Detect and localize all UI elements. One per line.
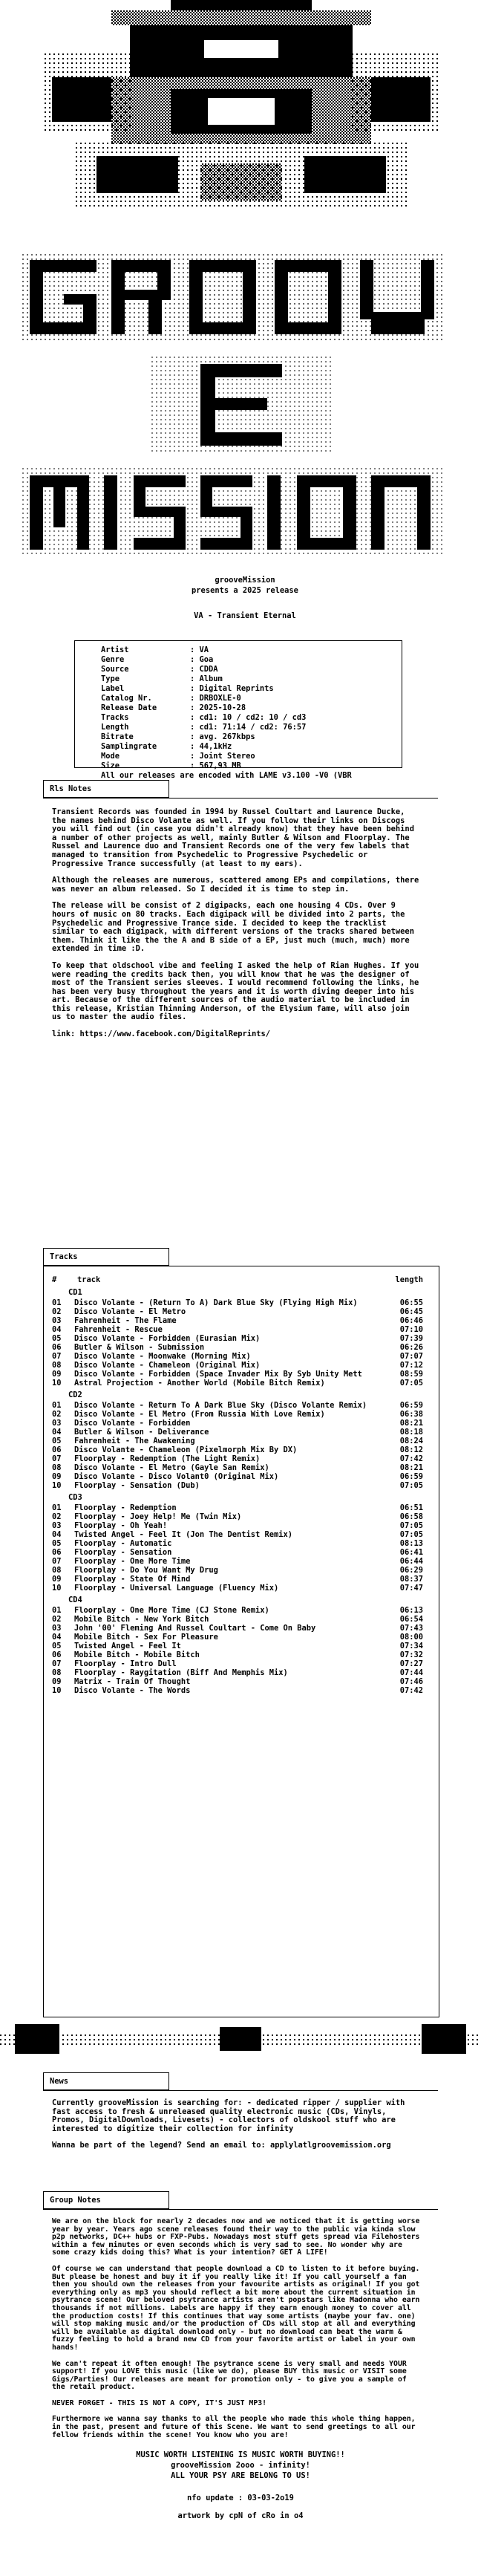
group-paragraph: Furthermore we wanna say thanks to all the people who made this whole thing happen, in the past, present and future of this Scene. We want to send greetings to all our fellow friends within the scene! You know who you are!: [52, 2415, 416, 2439]
track-title: Floorplay - Joey Help! Me (Twin Mix): [74, 1512, 242, 1521]
spec-value: : 567,93 MB: [190, 761, 241, 770]
news-body: [52, 2099, 423, 2159]
track-title: Floorplay - Raygitation (Biff And Memphis Mix): [74, 1668, 288, 1677]
cd-heading: CD1: [68, 1288, 82, 1297]
track-row: [52, 1584, 423, 1593]
track-number: 01: [52, 1298, 62, 1307]
track-length: 07:34: [399, 1642, 423, 1650]
tracklist-header: [52, 1276, 423, 1286]
track-title: Disco Volante - El Metro (From Russia With Love Remix): [74, 1410, 325, 1419]
track-length: 07:27: [399, 1659, 423, 1668]
track-row: [52, 1379, 423, 1388]
track-length: 08:37: [399, 1575, 423, 1584]
track-length: 07:05: [399, 1379, 423, 1388]
spec-row: [82, 646, 393, 656]
group-paragraph: Of course we can understand that people download a CD to listen to it before buying. But please be honest and buy it if you really like it! If you call yourself a fan then you should own the releases from your favourite artists as original! If you got everything only as mp3 you should reflect a bit more about the current situation in psytrance scene! Our beloved psytrance artists aren't popstars like Madonna who earn thousands if not millions. Labels are happy if they earn enough money to cover all the production costs! If this continues that way some artists (maybe your fav. one) will stop making music and/or the production of CDs will stop at all and everything will be available as digital download only - but no download can beat the warm & fuzzy feeling to hold a brand new CD from your favorite artist or label in your own hands!: [52, 2264, 420, 2352]
track-number: 10: [52, 1584, 62, 1593]
track-length: 06:45: [399, 1307, 423, 1316]
track-number: 04: [52, 1530, 62, 1539]
track-number: 03: [52, 1316, 62, 1325]
spec-key: Samplingrate: [101, 742, 157, 751]
track-length: 07:42: [399, 1686, 423, 1695]
spec-value: : DRBOXLE-0: [190, 694, 241, 703]
track-number: 08: [52, 1361, 62, 1370]
cd-list: [52, 1286, 423, 1696]
track-title: John '00' Fleming And Russel Coultart - Come On Baby: [74, 1624, 316, 1633]
track-number: 07: [52, 1454, 62, 1463]
track-number: 01: [52, 1401, 62, 1410]
track-title: Disco Volante - (Return To A) Dark Blue Sky (Flying High Mix): [74, 1298, 358, 1307]
track-title: Floorplay - Sensation: [74, 1548, 172, 1557]
track-number: 06: [52, 1445, 62, 1454]
track-length: 07:39: [399, 1334, 423, 1343]
track-length: 08:24: [399, 1437, 423, 1445]
track-length: 08:21: [399, 1419, 423, 1428]
spec-value: : Album: [190, 674, 223, 683]
track-length: 07:05: [399, 1530, 423, 1539]
track-title: Disco Volante - Return To A Dark Blue Sky (Disco Volante Remix): [74, 1401, 367, 1410]
tracklist: [52, 1276, 423, 1696]
track-length: 08:13: [399, 1539, 423, 1548]
track-title: Twisted Angel - Feel It (Jon The Dentist Remix): [74, 1530, 293, 1539]
track-title: Floorplay - One More Time: [74, 1557, 191, 1566]
track-title: Disco Volante - Chameleon (Original Mix): [74, 1361, 261, 1370]
track-length: 06:59: [399, 1401, 423, 1410]
track-length: 07:05: [399, 1481, 423, 1490]
track-length: 06:41: [399, 1548, 423, 1557]
track-number: 10: [52, 1481, 62, 1490]
spec-key: Artist: [101, 645, 129, 654]
track-title: Disco Volante - Forbidden (Space Invader Mix By Syb Unity Mett: [74, 1370, 362, 1379]
track-title: Fahrenheit - The Flame: [74, 1316, 177, 1325]
spec-value: : Joint Stereo: [190, 752, 255, 761]
track-number: 02: [52, 1615, 62, 1624]
track-number: 01: [52, 1503, 62, 1512]
track-number: 08: [52, 1668, 62, 1677]
cd-heading: CD2: [68, 1391, 82, 1399]
spec-key: Size: [101, 761, 120, 770]
spec-row: [82, 666, 393, 675]
spec-key: Label: [101, 684, 125, 693]
spec-key: Release Date: [101, 703, 157, 712]
presents-line: presents a 2025 release: [192, 586, 298, 595]
spec-key: Genre: [101, 655, 125, 664]
track-number: 08: [52, 1566, 62, 1575]
track-length: 07:46: [399, 1677, 423, 1686]
track-title: Disco Volante - El Metro: [74, 1307, 186, 1316]
spec-value: : cd1: 71:14 / cd2: 76:57: [190, 723, 307, 732]
track-length: 06:55: [399, 1298, 423, 1307]
group-paragraph: We can't repeat it often enough! The psytrance scene is very small and needs YOUR support! If you LOVE this music (like we do), please BUY this music or VISIT some Gigs/Parties! Our releases are meant for promotion only - to give you a sample of the retail product.: [52, 2359, 407, 2392]
track-title: Disco Volante - Disco Volant0 (Original Mix): [74, 1472, 279, 1481]
track-row: [52, 1687, 423, 1696]
track-number: 10: [52, 1379, 62, 1388]
track-title: Fahrenheit - The Awakening: [74, 1437, 195, 1445]
track-title: Mobile Bitch - Mobile Bitch: [74, 1650, 200, 1659]
track-length: 08:00: [399, 1633, 423, 1642]
group-paragraph: We are on the block for nearly 2 decades now and we noticed that it is getting worse year by year. Years ago scene releases found their way to the public via kinda slow p2p networks, DC++ hubs or FXP-Pubs. Nowadays most stuff gets spread via Filehosters within a few minutes or even seconds which is very sad to see. No wonder why are some crazy kids doing this? What is your intention? GET A LIFE!: [52, 2217, 420, 2257]
track-number: 08: [52, 1463, 62, 1472]
col-num: #: [52, 1275, 57, 1284]
track-title: Floorplay - Universal Language (Fluency Mix): [74, 1584, 279, 1593]
release-header: [111, 576, 379, 622]
nfo-update: nfo update : 03-03-2o19: [187, 2494, 294, 2502]
track-number: 05: [52, 1539, 62, 1548]
rls-paragraph: Transient Records was founded in 1994 by Russel Coultart and Laurence Ducke, the names behind Disco Volante as well. If you follow their links on Discogs you will find out (in case you didn't already know) that they have been behind a number of other projects as well, mainly Butler & Wilson and Floorplay. The Russel and Laurence duo and Transient Records one of the very few labels that managed to transition from Psychedelic to Progressive Psychedelic or Progressive Trance successfully (at least to my ears).: [52, 807, 414, 868]
track-title: Floorplay - Do You Want My Drug: [74, 1566, 218, 1575]
track-length: 06:46: [399, 1316, 423, 1325]
track-number: 01: [52, 1606, 62, 1615]
track-number: 09: [52, 1370, 62, 1379]
track-title: Disco Volante - The Words: [74, 1686, 191, 1695]
encoding-note: All our releases are encoded with LAME v3.100 -V0 (VBR: [101, 771, 352, 780]
rls-paragraph: To keep that oldschool vibe and feeling I asked the help of Rian Hughes. If you were reading the credits back then, you will know that he was the designer of most of the Transient series sleeves. I would recommend following the links, he has been very busy throughout the years and it is worth diving deeper into his art. Because of the different sources of the audio material to be included in this release, Kristian Thinning Anderson, of the Elysium fame, will also join us to master the audio files.: [52, 960, 419, 1022]
track-number: 06: [52, 1343, 62, 1352]
col-length: length: [395, 1275, 423, 1284]
track-length: 07:47: [399, 1584, 423, 1593]
group-name: grooveMission: [215, 576, 275, 585]
tracks-label: Tracks: [43, 1248, 169, 1266]
track-length: 06:38: [399, 1410, 423, 1419]
track-title: Disco Volante - Forbidden (Eurasian Mix): [74, 1334, 261, 1343]
track-number: 10: [52, 1686, 62, 1695]
spec-value: : VA: [190, 645, 209, 654]
track-title: Floorplay - Redemption (The Light Remix): [74, 1454, 261, 1463]
track-length: 06:58: [399, 1512, 423, 1521]
track-number: 05: [52, 1437, 62, 1445]
track-number: 03: [52, 1419, 62, 1428]
groove-mission-logo: [0, 0, 481, 572]
track-number: 05: [52, 1642, 62, 1650]
rls-paragraph: link: https://www.facebook.com/DigitalReprints/: [52, 1030, 271, 1039]
spec-list: [82, 646, 393, 772]
footer-slogan: ALL YOUR PSY ARE BELONG TO US!: [171, 2471, 310, 2480]
track-length: 07:44: [399, 1668, 423, 1677]
track-title: Floorplay - Oh Yeah!: [74, 1521, 168, 1530]
track-length: 06:13: [399, 1606, 423, 1615]
track-length: 07:42: [399, 1454, 423, 1463]
track-title: Floorplay - Intro Dull: [74, 1659, 177, 1668]
track-title: Matrix - Train Of Thought: [74, 1677, 191, 1686]
spec-key: Catalog Nr.: [101, 694, 152, 703]
track-length: 08:18: [399, 1428, 423, 1437]
track-row: [52, 1482, 423, 1491]
track-title: Mobile Bitch - Sex For Pleasure: [74, 1633, 218, 1642]
footer-motto: MUSIC WORTH LISTENING IS MUSIC WORTH BUYING!!: [136, 2450, 345, 2459]
track-number: 07: [52, 1352, 62, 1361]
track-number: 09: [52, 1677, 62, 1686]
track-number: 06: [52, 1548, 62, 1557]
track-number: 03: [52, 1521, 62, 1530]
track-length: 06:59: [399, 1472, 423, 1481]
group-notes-label: Group Notes: [43, 2191, 169, 2209]
track-title: Disco Volante - El Metro (Gayle San Remix): [74, 1463, 269, 1472]
group-paragraph: NEVER FORGET - THIS IS NOT A COPY, IT'S JUST MP3!: [52, 2398, 267, 2407]
spec-value: : 2025-10-28: [190, 703, 246, 712]
rls-notes-label: Rls Notes: [43, 780, 169, 798]
track-length: 07:07: [399, 1352, 423, 1361]
track-length: 06:26: [399, 1343, 423, 1352]
track-length: 06:54: [399, 1615, 423, 1624]
spec-key: Tracks: [101, 713, 129, 722]
footer-tagline: grooveMission 2ooo - infinity!: [171, 2461, 310, 2470]
spec-key: Source: [101, 665, 129, 674]
spec-key: Type: [101, 674, 120, 683]
track-length: 06:29: [399, 1566, 423, 1575]
track-number: 03: [52, 1624, 62, 1633]
track-length: 07:05: [399, 1521, 423, 1530]
track-number: 04: [52, 1633, 62, 1642]
track-length: 07:12: [399, 1361, 423, 1370]
track-length: 08:59: [399, 1370, 423, 1379]
track-title: Fahrenheit - Rescue: [74, 1325, 163, 1334]
logo-art: [0, 0, 481, 572]
track-length: 07:32: [399, 1650, 423, 1659]
news-paragraph: Wanna be part of the legend? Send an email to: applylatlgroovemission.org: [52, 2141, 391, 2150]
track-title: Disco Volante - Chameleon (Pixelmorph Mix By DX): [74, 1445, 298, 1454]
track-title: Floorplay - State Of Mind: [74, 1575, 191, 1584]
track-title: Mobile Bitch - New York Bitch: [74, 1615, 209, 1624]
artwork-credit: artwork by cpN of cRo in o4: [177, 2511, 304, 2520]
spec-value: : Digital Reprints: [190, 684, 274, 693]
track-title: Floorplay - Redemption: [74, 1503, 177, 1512]
news-label: News: [43, 2072, 169, 2090]
col-track: track: [77, 1275, 101, 1284]
rls-paragraph: Although the releases are numerous, scattered among EPs and compilations, there was never an album released. So I decided it is time to step in.: [52, 876, 419, 894]
track-number: 02: [52, 1410, 62, 1419]
track-length: 08:12: [399, 1445, 423, 1454]
spec-value: : 44,1kHz: [190, 742, 232, 751]
track-title: Floorplay - One More Time (CJ Stone Remix): [74, 1606, 269, 1615]
track-title: Disco Volante - Moonwake (Morning Mix): [74, 1352, 251, 1361]
track-number: 07: [52, 1659, 62, 1668]
track-length: 08:21: [399, 1463, 423, 1472]
track-number: 02: [52, 1512, 62, 1521]
track-number: 06: [52, 1650, 62, 1659]
spec-value: : Goa: [190, 655, 214, 664]
release-specs: [82, 646, 393, 789]
news-paragraph: Currently grooveMission is searching for: - dedicated ripper / supplier with fast access to fresh & unreleased quality electronic music (CDs, Vinyls, Promos, DigitalDownloads, Livesets) - collectors of oldskool stuff who are interested to digitize their collection for infinity: [52, 2098, 405, 2133]
footer: [43, 2451, 438, 2523]
track-title: Twisted Angel - Feel It: [74, 1642, 181, 1650]
track-title: Astral Projection - Another World (Mobile Bitch Remix): [74, 1379, 325, 1388]
track-number: 07: [52, 1557, 62, 1566]
track-number: 02: [52, 1307, 62, 1316]
spec-value: : CDDA: [190, 665, 218, 674]
track-title: Floorplay - Automatic: [74, 1539, 172, 1548]
track-title: Disco Volante - Forbidden: [74, 1419, 191, 1428]
track-title: Butler & Wilson - Deliverance: [74, 1428, 209, 1437]
group-notes-body: [52, 2218, 423, 2447]
track-title: Butler & Wilson - Submission: [74, 1343, 205, 1352]
spec-key: Length: [101, 723, 129, 732]
track-number: 05: [52, 1334, 62, 1343]
rls-notes-body: [52, 808, 423, 1047]
spec-key: Bitrate: [101, 732, 134, 741]
track-length: 06:44: [399, 1557, 423, 1566]
track-length: 07:43: [399, 1624, 423, 1633]
track-length: 06:51: [399, 1503, 423, 1512]
track-number: 04: [52, 1325, 62, 1334]
release-title: VA - Transient Eternal: [194, 611, 296, 620]
divider-ornament: [0, 2017, 481, 2061]
track-number: 09: [52, 1575, 62, 1584]
rls-paragraph: The release will be consist of 2 digipacks, each one housing 4 CDs. Over 9 hours of music on 80 tracks. Each digipack will be divided into 2 parts, the Psychedelic and Progressive Trance side. I decided to keep the tracklist similar to each digipack, with different versions of the tracks shared between them. Think it like the the A and B side of a EP, just much (much, much) more extended in time :D.: [52, 901, 414, 954]
spec-value: : cd1: 10 / cd2: 10 / cd3: [190, 713, 307, 722]
cd-heading: CD4: [68, 1596, 82, 1604]
track-number: 04: [52, 1428, 62, 1437]
track-length: 07:10: [399, 1325, 423, 1334]
track-title: Floorplay - Sensation (Dub): [74, 1481, 200, 1490]
cd-heading: CD3: [68, 1493, 82, 1502]
track-number: 09: [52, 1472, 62, 1481]
spec-value: : avg. 267kbps: [190, 732, 255, 741]
spec-key: Mode: [101, 752, 120, 761]
